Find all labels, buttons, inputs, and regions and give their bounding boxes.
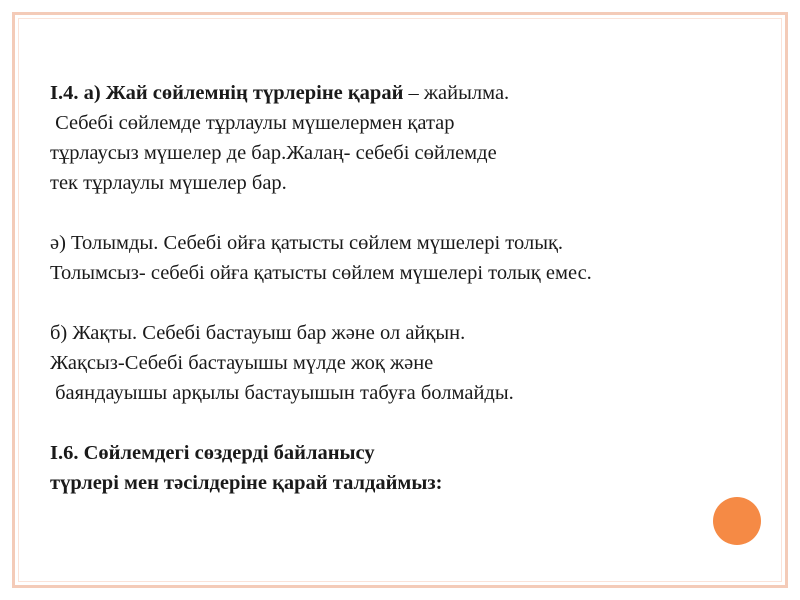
frame-border-bottom [12, 585, 788, 588]
paragraph-3-line-3: баяндауышы арқылы бастауышын табуға болмайды. [50, 382, 514, 404]
frame-inner-top [18, 18, 782, 19]
paragraph-spacer [50, 288, 770, 318]
paragraph-3-line-1: б) Жақты. Себебі бастауыш бар және ол айқын. [50, 322, 466, 344]
frame-border-right [785, 12, 788, 588]
paragraph-1-heading: І.4. а) Жай сөйлемнің түрлеріне қарай [50, 82, 404, 104]
frame-inner-right [781, 18, 782, 582]
paragraph-2-line-1: ә) Толымды. Себебі ойға қатысты сөйлем мүшелері толық. [50, 232, 564, 254]
frame-inner-bottom [18, 581, 782, 582]
paragraph-2-line-2: Толымсыз- себебі ойға қатысты сөйлем мүшелері толық емес. [50, 262, 592, 284]
paragraph-4-line-1: І.6. Сөйлемдегі сөздерді байланысу [50, 442, 375, 464]
frame-inner-left [18, 18, 19, 582]
frame-border-left [12, 12, 15, 588]
paragraph-4-line-2: түрлері мен тәсілдеріне қарай талдаймыз: [50, 472, 443, 494]
slide-body-text [50, 78, 770, 498]
paragraph-1-heading-rest: – жайылма. [403, 82, 510, 104]
frame-border-top [12, 12, 788, 15]
paragraph-spacer [50, 408, 770, 438]
paragraph-1-line-1 [50, 78, 770, 108]
paragraph-3-line-2: Жақсыз-Себебі бастауышы мүлде жоқ және [50, 352, 434, 374]
paragraph-1-line-2: Себебі сөйлемде тұрлаулы мүшелермен қатар [50, 112, 455, 134]
paragraph-1-line-4: тек тұрлаулы мүшелер бар. [50, 172, 287, 194]
orange-circle-decoration [713, 497, 761, 545]
paragraph-1-line-3: тұрлаусыз мүшелер де бар.Жалаң- себебі сөйлемде [50, 142, 497, 164]
paragraph-spacer [50, 198, 770, 228]
